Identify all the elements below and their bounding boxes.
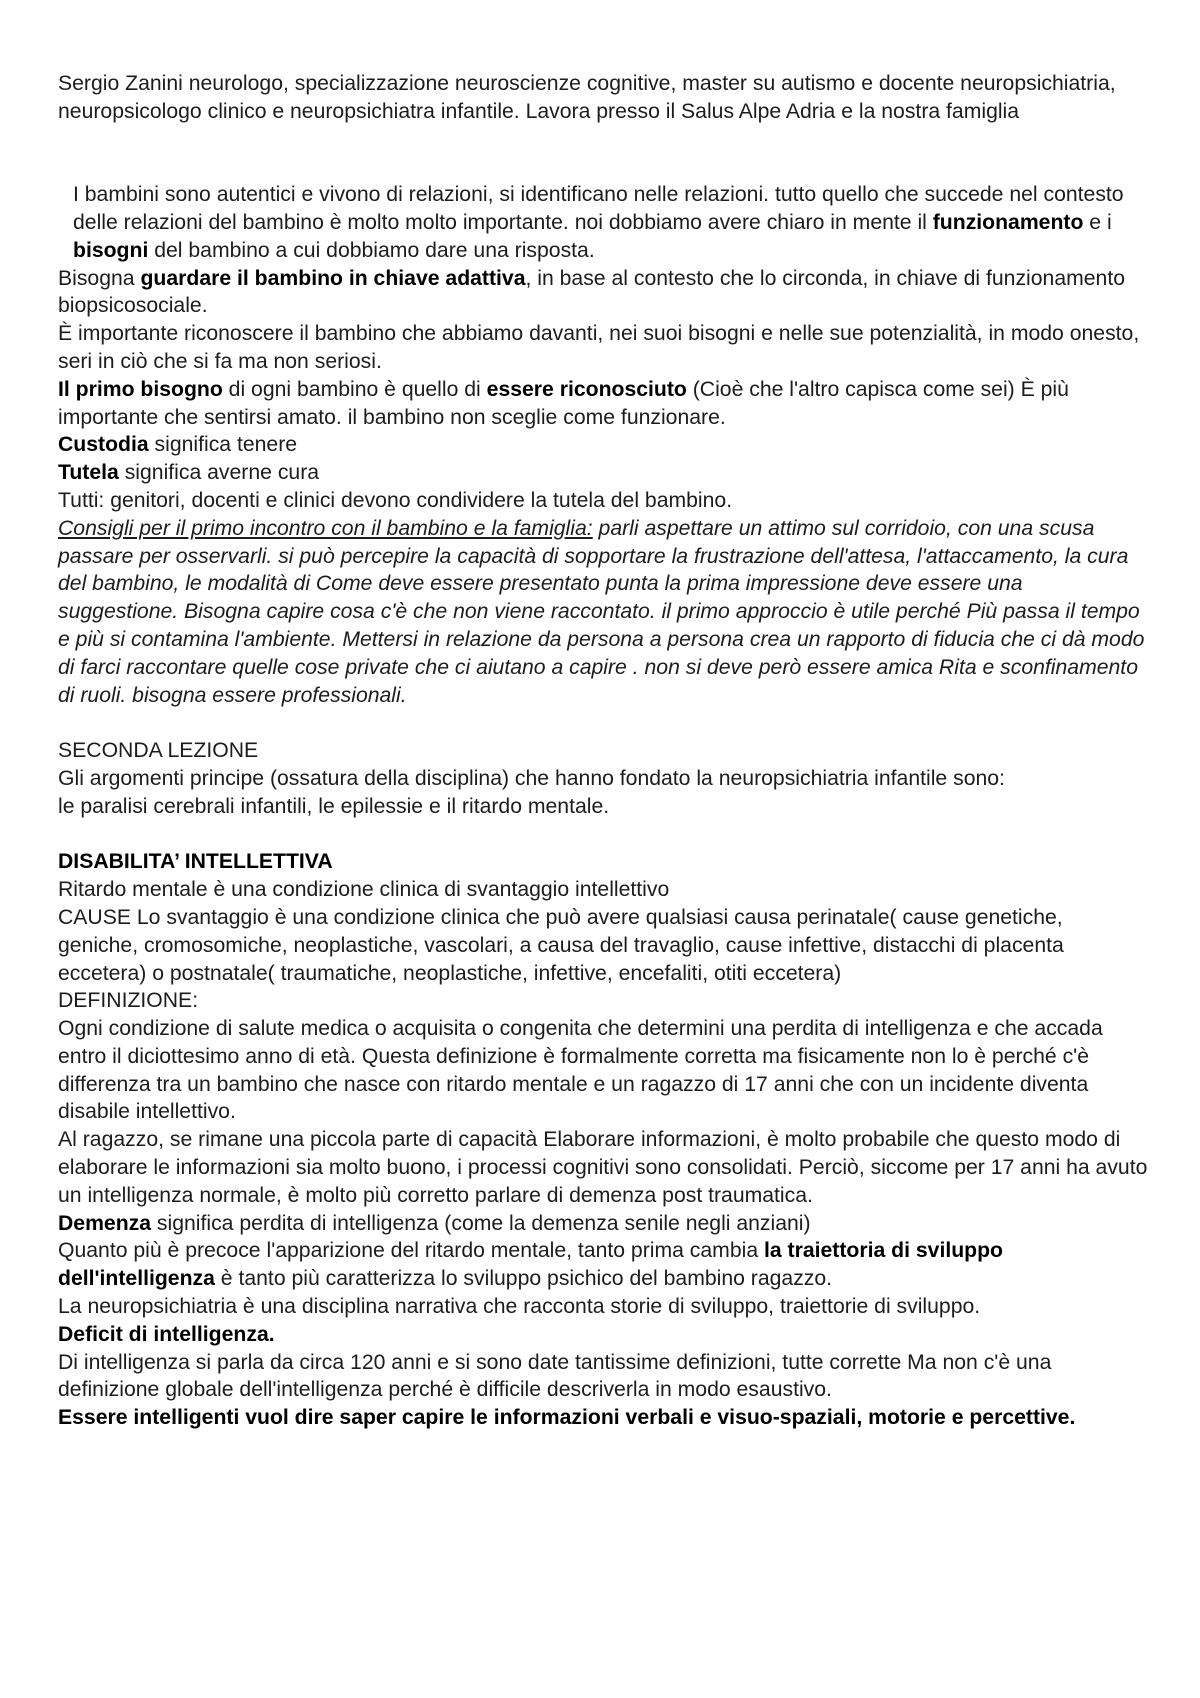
bold-run: Deficit di intelligenza. [58, 1322, 275, 1346]
text-run: , in base al contesto che lo circonda, in chiave di funzionamento biopsicosociale. [58, 266, 1125, 318]
bold-run: Essere intelligenti vuol dire saper capire le informazioni verbali e visuo-spaziali, motorie e percettive. [58, 1406, 1076, 1430]
spacer [58, 709, 1148, 737]
chiave-adattiva-paragraph [58, 265, 1148, 321]
bold-run: DISABILITA’ INTELLETTIVA [58, 850, 333, 874]
disabilita-heading [58, 848, 1148, 876]
primo-bisogno-paragraph [58, 376, 1148, 432]
argomenti-paragraph: Gli argomenti principe (ossatura della disciplina) che hanno fondato la neuropsichiatria infantile sono: [58, 766, 1005, 790]
underlined-run: Consigli per il primo incontro con il bambino e la famiglia: [58, 516, 593, 540]
essere-intelligenti-paragraph [58, 1404, 1148, 1432]
ritardo-line: Ritardo mentale è una condizione clinica di svantaggio intellettivo [58, 878, 670, 902]
spacer [58, 821, 1148, 849]
consigli-paragraph [58, 515, 1148, 710]
text-run: di ogni bambino è quello di [222, 377, 487, 401]
bold-run: la traiettoria di sviluppo dell'intelligenza [58, 1239, 1003, 1291]
text-run: significa averne cura [118, 461, 320, 485]
text-run: è tanto più caratterizza lo sviluppo psichico del bambino ragazzo. [214, 1267, 833, 1291]
relazioni-paragraph [58, 181, 1148, 264]
traiettoria-paragraph [58, 1237, 1148, 1293]
tutela-line [58, 459, 1148, 487]
riconoscere-paragraph: È importante riconoscere il bambino che abbiamo davanti, nei suoi bisogni e nelle sue potenzialità, in modo onesto, seri in ciò che si fa ma non seriosi. [58, 322, 1140, 373]
definizione-label: DEFINIZIONE: [58, 989, 199, 1013]
demenza-line [58, 1210, 1148, 1238]
text-run: Quanto più è precoce l'apparizione del ritardo mentale, tanto prima cambia [58, 1239, 764, 1263]
narrativa-line: La neuropsichiatria è una disciplina narrativa che racconta storie di sviluppo, traiettorie di sviluppo. [58, 1295, 981, 1319]
seconda-lezione-title: SECONDA LEZIONE [58, 739, 259, 763]
text-run: parli aspettare un attimo sul corridoio, con una scusa passare per osservarli. si può percepire la capacità di sopportare la frustrazione dell'attesa, l'attaccamento, la cura del bambino, le modalità di Come deve essere presentato punta la prima impressione deve essere una suggestione. Bisogna capire cosa c'è che non viene raccontato. il primo approccio è utile perché Più passa il tempo e più si contamina l'ambiente. Mettersi in relazione da persona a persona crea un rapporto di fiducia che ci dà modo di farci raccontare quelle cose private che ci aiutano a capire . non si deve però essere amica Rita e sconfinamento di ruoli. bisogna essere professionali. [58, 516, 1145, 707]
definizione-paragraph: Ogni condizione di salute medica o acquisita o congenita che determini una perdita di intelligenza e che accada entro il diciottesimo anno di età. Questa definizione è formalmente corretta ma fisicamente non lo è perché c'è differenza tra un bambino che nasce con ritardo mentale e un ragazzo di 17 anni che con un incidente diventa disabile intellettivo. [58, 1017, 1103, 1124]
document-page [58, 70, 1148, 1432]
bold-run: essere riconosciuto [486, 377, 687, 401]
condividere-line: Tutti: genitori, docenti e clinici devono condividere la tutela del bambino. [58, 488, 733, 512]
bold-run: Demenza [58, 1211, 152, 1235]
paralisi-line: le paralisi cerebrali infantili, le epilessie e il ritardo mentale. [58, 794, 610, 818]
bold-run: Custodia [58, 433, 149, 457]
bold-run: bisogni [73, 238, 149, 262]
bold-run: guardare il bambino in chiave adattiva [140, 266, 526, 290]
text-run: e i [1083, 210, 1112, 234]
ragazzo-paragraph: Al ragazzo, se rimane una piccola parte di capacità Elaborare informazioni, è molto probabile che questo modo di elaborare le informazioni sia molto buono, i processi cognitivi sono consolidati. Perciò, siccome per 17 anni ha avuto un intelligenza normale, è molto più corretto parlare di demenza post traumatica. [58, 1128, 1148, 1207]
text-run: del bambino a cui dobbiamo dare una risposta. [148, 238, 595, 262]
bold-run: funzionamento [932, 210, 1084, 234]
custodia-line [58, 431, 1148, 459]
spacer [58, 126, 1148, 182]
bold-run: Tutela [58, 461, 119, 485]
bold-run: Il primo bisogno [58, 377, 223, 401]
text-run: significa perdita di intelligenza (come la demenza senile negli anziani) [151, 1211, 811, 1235]
intro-paragraph: Sergio Zanini neurologo, specializzazione neuroscienze cognitive, master su autismo e docente neuropsichiatria, neuropsicologo clinico e neuropsichiatra infantile. Lavora presso il Salus Alpe Adria e la nostra famiglia [58, 72, 1116, 123]
text-run: (Cioè che l'altro capisca come sei) È più importante che sentirsi amato. il bambino non sceglie come funzionare. [58, 377, 1069, 429]
cause-paragraph: CAUSE Lo svantaggio è una condizione clinica che può avere qualsiasi causa perinatale( cause genetiche, geniche, cromosomiche, neoplastiche, vascolari, a causa del travaglio, cause infettive, distacchi di placenta eccetera) o postnatale( traumatiche, neoplastiche, infettive, encefaliti, otiti eccetera) [58, 905, 1064, 985]
text-run: I bambini sono autentici e vivono di relazioni, si identificano nelle relazioni. tutto quello che succede nel contesto delle relazioni del bambino è molto molto importante. noi dobbiamo avere chiaro in mente il [73, 183, 1124, 234]
text-run: significa tenere [148, 433, 298, 457]
text-run: Bisogna [58, 266, 141, 290]
intelligenza-paragraph: Di intelligenza si parla da circa 120 anni e si sono date tantissime definizioni, tutte corrette Ma non c'è una definizione globale dell'intelligenza perché è difficile descriverla in modo esaustivo. [58, 1350, 1052, 1402]
deficit-heading [58, 1321, 1148, 1349]
